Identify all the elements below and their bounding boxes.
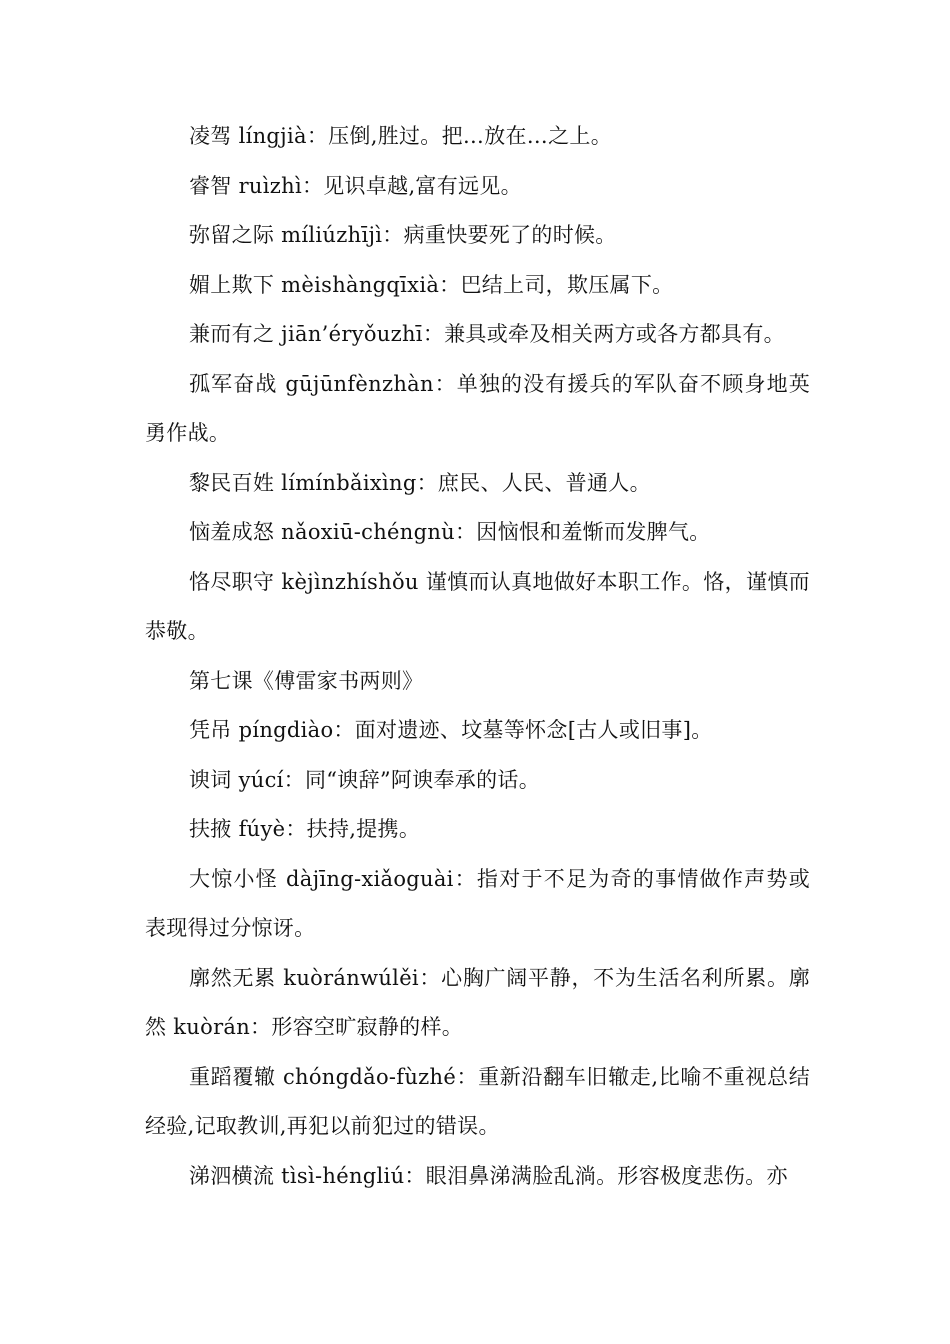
vocab-entry-fuye: 扶掖 fúyè：扶持,提携。 xyxy=(189,817,421,841)
vocab-entry-yuci: 谀词 yúcí：同“谀辞”阿谀奉承的话。 xyxy=(189,767,541,792)
vocab-entry-kejinzhishou: 恪尽职守 kèjìnzhíshǒu 谨慎而认真地做好本职工作。恪，谨慎而恭敬。 xyxy=(145,569,810,643)
vocab-entry-tisihengliu: 涕泗横流 tìsì-héngliú：眼泪鼻涕满脸乱淌。形容极度悲伤。亦 xyxy=(189,1163,788,1188)
vocab-entry-ruizhi: 睿智 ruìzhì：见识卓越,富有远见。 xyxy=(189,173,522,198)
vocab-entry-pingdiao: 凭吊 píngdiào：面对遗迹、坟墓等怀念[古人或旧事]。 xyxy=(189,718,713,742)
lesson-heading: 第七课《傅雷家书两则》 xyxy=(189,668,424,693)
document-body xyxy=(145,112,810,1201)
vocab-entry-lingjia: 凌驾 língjià：压倒,胜过。把…放在…之上。 xyxy=(189,124,612,148)
vocab-entry-miliuzhiji: 弥留之际 míliúzhījì：病重快要死了的时候。 xyxy=(189,223,617,247)
vocab-entry-jianeryouzhi: 兼而有之 jiān’éryǒuzhī：兼具或牵及相关两方或各方都具有。 xyxy=(189,322,785,346)
vocab-entry-chongdaofuzhe: 重蹈覆辙 chóngdǎo-fùzhé：重新沿翻车旧辙走,比喻不重视总结经验,记取教训,再犯以前犯过的错误。 xyxy=(145,1064,810,1138)
vocab-entry-liminbaixing: 黎民百姓 límínbǎixìng：庶民、人民、普通人。 xyxy=(189,470,651,495)
vocab-entry-gujunfenzhan: 孤军奋战 gūjūnfènzhàn：单独的没有援兵的军队奋不顾身地英勇作战。 xyxy=(145,371,810,445)
vocab-entry-meishangqixia: 媚上欺下 mèishàngqīxià：巴结上司，欺压属下。 xyxy=(189,272,674,297)
vocab-entry-dajingxiaoguai: 大惊小怪 dàjīng-xiǎoguài：指对于不足为奇的事情做作声势或表现得过分惊讶。 xyxy=(145,866,810,940)
vocab-entry-kuoranwulei: 廓然无累 kuòránwúlěi：心胸广阔平静，不为生活名利所累。廓然 kuòrán：形容空旷寂静的样。 xyxy=(145,965,810,1039)
vocab-entry-naoxiuchengnu: 恼羞成怒 nǎoxiū-chéngnù：因恼恨和羞惭而发脾气。 xyxy=(189,520,711,544)
